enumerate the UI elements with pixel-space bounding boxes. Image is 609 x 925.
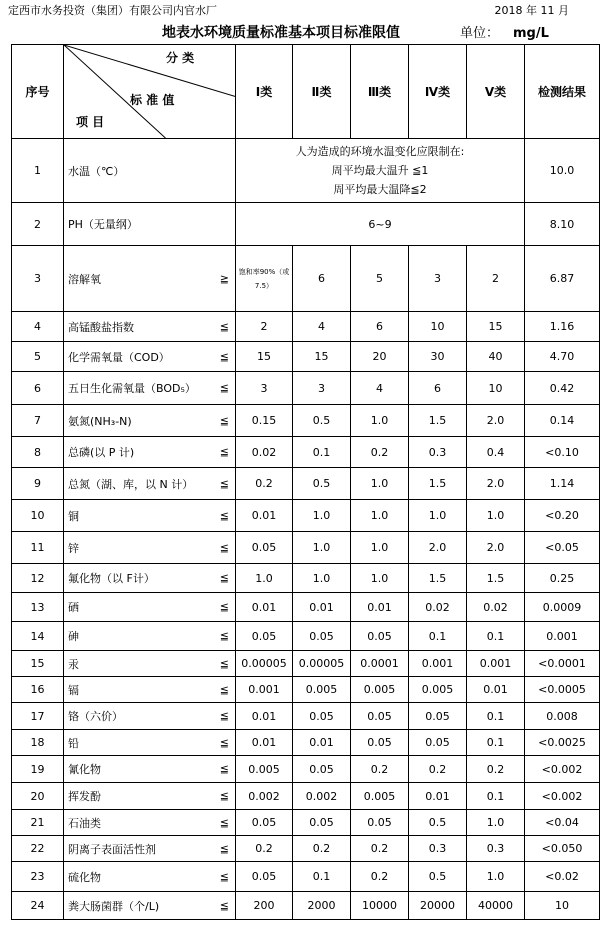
class-3-value: 0.2 [351,862,409,892]
limit-symbol: ≦ [219,629,229,643]
row-number: 11 [12,532,64,564]
class-1-value: 0.00005 [236,651,293,677]
class-2-value: 3 [293,372,351,405]
class-2-value: 0.1 [293,437,351,468]
item-name-text: 阴离子表面活性剂 [68,842,156,856]
item-name [64,532,236,564]
limit-symbol: ≦ [219,657,229,670]
class-5-value: 10 [467,372,525,405]
item-name [64,677,236,703]
row-number: 6 [12,372,64,405]
standards-table [11,44,600,920]
item-name: 水温（℃） [64,139,236,203]
class-3-value: 0.05 [351,810,409,836]
limit-symbol: ≦ [219,683,229,696]
class-3-value: 0.2 [351,836,409,862]
class-1-value: 0.01 [236,593,293,622]
table-row [12,892,600,920]
class-5-value: 0.01 [467,677,525,703]
class-4-value: 20000 [409,892,467,920]
result-cell: <0.04 [525,810,600,836]
limit-symbol: ≦ [219,350,229,363]
item-name-text: 石油类 [68,816,101,830]
result-cell: <0.05 [525,532,600,564]
class-1-value: 0.01 [236,500,293,532]
item-name [64,810,236,836]
result-cell: 0.42 [525,372,600,405]
class-5-value: 2.0 [467,532,525,564]
col-class-5: Ⅴ类 [467,45,525,139]
class-5-value: 0.1 [467,703,525,730]
class-1-value: 200 [236,892,293,920]
class-4-value: 1.5 [409,405,467,437]
class-2-value: 0.5 [293,405,351,437]
class-5-value: 15 [467,312,525,342]
class-1-value: 0.05 [236,532,293,564]
class-5-value: 0.2 [467,756,525,783]
result-cell: <0.0025 [525,730,600,756]
limit-symbol: ≦ [219,842,229,855]
limit-symbol: ≦ [219,541,229,554]
class-4-value: 1.5 [409,468,467,500]
span-note [236,139,525,203]
item-name-text: 硒 [68,601,79,614]
col-class-3: Ⅲ类 [351,45,409,139]
item-name-text: 溶解氧 [68,272,101,286]
span-note: 6~9 [236,203,525,246]
class-4-value: 1.5 [409,564,467,593]
row-number: 22 [12,836,64,862]
class-5-value: 0.3 [467,836,525,862]
class-1-value: 0.15 [236,405,293,437]
item-name [64,564,236,593]
class-4-value: 0.3 [409,437,467,468]
class-5-value: 2.0 [467,468,525,500]
limit-symbol: ≦ [219,445,229,459]
class-4-value: 30 [409,342,467,372]
item-name-text: 化学需氧量（COD） [68,350,170,364]
item-name [64,312,236,342]
class-1-value: 15 [236,342,293,372]
class-3-value: 0.05 [351,730,409,756]
note-line: 人为造成的环境水温变化应限制在: [295,145,465,158]
result-cell: <0.10 [525,437,600,468]
row-number: 1 [12,139,64,203]
table-row [12,677,600,703]
class-3-value: 10000 [351,892,409,920]
header-row [12,45,600,139]
row-number: 24 [12,892,64,920]
class-4-value: 0.01 [409,783,467,810]
row-number: 19 [12,756,64,783]
table-row [12,139,600,203]
note-line: 周平均最大温降≦2 [333,183,427,196]
item-name [64,651,236,677]
result-cell: <0.002 [525,783,600,810]
class-3-value: 1.0 [351,405,409,437]
class-4-value: 1.0 [409,500,467,532]
class-2-value: 1.0 [293,500,351,532]
table-row [12,405,600,437]
table-row [12,437,600,468]
item-name [64,783,236,810]
class-4-value: 0.5 [409,862,467,892]
limit-symbol: ≦ [219,816,229,829]
class-2-value: 0.01 [293,730,351,756]
row-number: 20 [12,783,64,810]
result-cell: 10 [525,892,600,920]
limit-symbol: ≦ [219,414,229,427]
result-cell: 4.70 [525,342,600,372]
table-row [12,468,600,500]
table-row [12,246,600,312]
result-cell: <0.02 [525,862,600,892]
unit-info [460,22,549,41]
item-name-text: 氰化物 [68,763,101,776]
class-5-value: 0.1 [467,730,525,756]
item-name-text: 高锰酸盐指数 [68,320,134,334]
class-5-value: 0.4 [467,437,525,468]
class-3-value: 0.005 [351,783,409,810]
result-cell: 10.0 [525,139,600,203]
item-name [64,342,236,372]
item-name-text: 镉 [68,683,79,697]
row-number: 13 [12,593,64,622]
document-title: 地表水环境质量标准基本项目标准限值 [162,25,400,41]
item-name-text: 铬（六价） [68,710,123,723]
class-2-value: 0.05 [293,703,351,730]
class-1-value: 0.2 [236,836,293,862]
class-2-value: 0.05 [293,756,351,783]
result-cell: <0.002 [525,756,600,783]
class-5-value: 1.0 [467,810,525,836]
class-4-value: 2.0 [409,532,467,564]
class-5-value: 40 [467,342,525,372]
limit-symbol: ≦ [219,477,229,490]
class-4-value: 3 [409,246,467,312]
row-number: 8 [12,437,64,468]
class-5-value: 0.1 [467,783,525,810]
result-cell: 0.008 [525,703,600,730]
table-row [12,203,600,246]
class-2-value: 2000 [293,892,351,920]
standard-rows [12,246,600,920]
class-4-value: 0.05 [409,703,467,730]
limit-symbol: ≦ [219,600,229,614]
row-number: 7 [12,405,64,437]
class-2-value: 0.00005 [293,651,351,677]
class-5-value: 2.0 [467,405,525,437]
row-number: 15 [12,651,64,677]
row-number: 23 [12,862,64,892]
item-name [64,756,236,783]
class-3-value: 1.0 [351,564,409,593]
item-name [64,500,236,532]
row-number: 10 [12,500,64,532]
class-1-value: 0.05 [236,622,293,651]
class-2-value: 0.05 [293,622,351,651]
item-name-text: 粪大肠菌群（个/L) [68,899,160,913]
class-1-value: 1.0 [236,564,293,593]
class-3-value: 5 [351,246,409,312]
result-cell: 0.0009 [525,593,600,622]
row-number: 4 [12,312,64,342]
item-name [64,862,236,892]
col-result: 检测结果 [525,45,600,139]
class-1-value: 0.01 [236,703,293,730]
row-number: 16 [12,677,64,703]
row-number: 12 [12,564,64,593]
limit-symbol: ≦ [219,509,229,522]
item-name [64,246,236,312]
class-2-value: 1.0 [293,532,351,564]
class-4-value: 6 [409,372,467,405]
result-cell: <0.0001 [525,651,600,677]
table-row [12,593,600,622]
report-date: 2018 年 11 月 [494,4,569,17]
organization-name: 定西市水务投资（集团）有限公司内官水厂 [8,4,217,17]
table-row [12,836,600,862]
item-name-text: 总磷(以 P 计) [68,446,135,459]
limit-symbol: ≦ [219,899,229,912]
item-name [64,372,236,405]
class-3-value: 1.0 [351,532,409,564]
item-name [64,730,236,756]
limit-symbol: ≦ [219,789,229,803]
item-name-text: 总氮（湖、库，以 N 计） [68,477,194,491]
class-3-value: 1.0 [351,500,409,532]
class-5-value: 0.001 [467,651,525,677]
class-2-value: 1.0 [293,564,351,593]
class-1-value: 0.005 [236,756,293,783]
item-name-text: 铅 [68,736,79,750]
item-name-text: 汞 [68,657,79,671]
diag-standard-label: 标 准 值 [130,93,175,107]
diag-category-label: 分 类 [166,51,195,65]
class-1-value: 0.002 [236,783,293,810]
result-cell: 8.10 [525,203,600,246]
result-cell: 1.14 [525,468,600,500]
table-row [12,372,600,405]
result-cell: 0.25 [525,564,600,593]
col-seq: 序号 [12,45,64,139]
unit-label: 单位： [460,26,500,41]
class-4-value: 0.005 [409,677,467,703]
class-2-value: 0.01 [293,593,351,622]
class-2-value: 15 [293,342,351,372]
row-number: 21 [12,810,64,836]
class-1-value: 0.05 [236,810,293,836]
item-name-text: 氟化物（以 F计） [68,572,155,585]
result-cell: <0.050 [525,836,600,862]
note-line: 周平均最大温升 ≦1 [331,164,429,177]
result-cell: 1.16 [525,312,600,342]
class-3-value: 0.005 [351,677,409,703]
item-name [64,437,236,468]
table-row [12,783,600,810]
class-3-value: 0.05 [351,703,409,730]
class-5-value: 1.0 [467,500,525,532]
item-name: PH（无量纲） [64,203,236,246]
class-3-value: 0.0001 [351,651,409,677]
unit-value: mg/L [513,26,549,41]
class-1-value: 饱和率90%（或7.5） [236,246,293,312]
class-1-value: 0.001 [236,677,293,703]
item-name [64,836,236,862]
class-3-value: 20 [351,342,409,372]
class-4-value: 0.5 [409,810,467,836]
row-number: 14 [12,622,64,651]
class-3-value: 0.2 [351,756,409,783]
item-name [64,892,236,920]
row-number: 3 [12,246,64,312]
item-name-text: 铜 [68,509,79,523]
result-cell: 0.14 [525,405,600,437]
class-4-value: 0.05 [409,730,467,756]
item-name-text: 硫化物 [68,870,101,884]
class-4-value: 0.2 [409,756,467,783]
limit-symbol: ≦ [219,381,229,395]
table-row [12,756,600,783]
col-class-2: Ⅱ类 [293,45,351,139]
class-1-value: 3 [236,372,293,405]
class-1-value: 0.2 [236,468,293,500]
diagonal-header-cell [64,45,236,139]
row-number: 17 [12,703,64,730]
class-2-value: 0.2 [293,836,351,862]
item-name [64,703,236,730]
item-name-text: 挥发酚 [68,790,101,803]
class-2-value: 0.1 [293,862,351,892]
class-4-value: 0.02 [409,593,467,622]
limit-symbol: ≦ [219,736,229,749]
result-cell: 0.001 [525,622,600,651]
class-1-value: 0.01 [236,730,293,756]
item-name-text: 氨氮(NH₃-N) [68,414,132,428]
diag-item-label: 项 目 [76,115,105,129]
class-3-value: 6 [351,312,409,342]
item-name [64,622,236,651]
class-4-value: 0.1 [409,622,467,651]
item-name-text: 锌 [68,541,79,555]
class-5-value: 0.02 [467,593,525,622]
table-row [12,810,600,836]
class-3-value: 0.05 [351,622,409,651]
class-4-value: 10 [409,312,467,342]
class-4-value: 0.001 [409,651,467,677]
item-name-text: 砷 [68,630,79,643]
class-3-value: 0.2 [351,437,409,468]
class-1-value: 0.02 [236,437,293,468]
class-3-value: 0.01 [351,593,409,622]
class-3-value: 1.0 [351,468,409,500]
class-1-value: 2 [236,312,293,342]
result-cell: <0.20 [525,500,600,532]
table-row [12,622,600,651]
table-row [12,500,600,532]
class-2-value: 6 [293,246,351,312]
class-5-value: 40000 [467,892,525,920]
col-class-1: Ⅰ类 [236,45,293,139]
row-number: 5 [12,342,64,372]
item-name [64,468,236,500]
class-2-value: 0.5 [293,468,351,500]
row-number: 18 [12,730,64,756]
table-row [12,730,600,756]
table-row [12,862,600,892]
limit-symbol: ≦ [219,762,229,776]
col-class-4: Ⅳ类 [409,45,467,139]
class-2-value: 4 [293,312,351,342]
class-5-value: 0.1 [467,622,525,651]
limit-symbol: ≧ [219,272,229,285]
limit-symbol: ≦ [219,571,229,585]
limit-symbol: ≦ [219,709,229,723]
table-row [12,342,600,372]
class-5-value: 1.0 [467,862,525,892]
item-name [64,593,236,622]
table-row [12,703,600,730]
result-cell: <0.0005 [525,677,600,703]
class-5-value: 2 [467,246,525,312]
class-5-value: 1.5 [467,564,525,593]
class-2-value: 0.002 [293,783,351,810]
class-2-value: 0.05 [293,810,351,836]
result-cell: 6.87 [525,246,600,312]
table-row [12,312,600,342]
table-row [12,564,600,593]
class-4-value: 0.3 [409,836,467,862]
class-2-value: 0.005 [293,677,351,703]
class-1-value: 0.05 [236,862,293,892]
limit-symbol: ≦ [219,870,229,883]
table-row [12,532,600,564]
item-name-text: 五日生化需氧量（BOD₅） [68,382,196,395]
limit-symbol: ≦ [219,320,229,333]
class-3-value: 4 [351,372,409,405]
table-row [12,651,600,677]
row-number: 2 [12,203,64,246]
row-number: 9 [12,468,64,500]
item-name [64,405,236,437]
